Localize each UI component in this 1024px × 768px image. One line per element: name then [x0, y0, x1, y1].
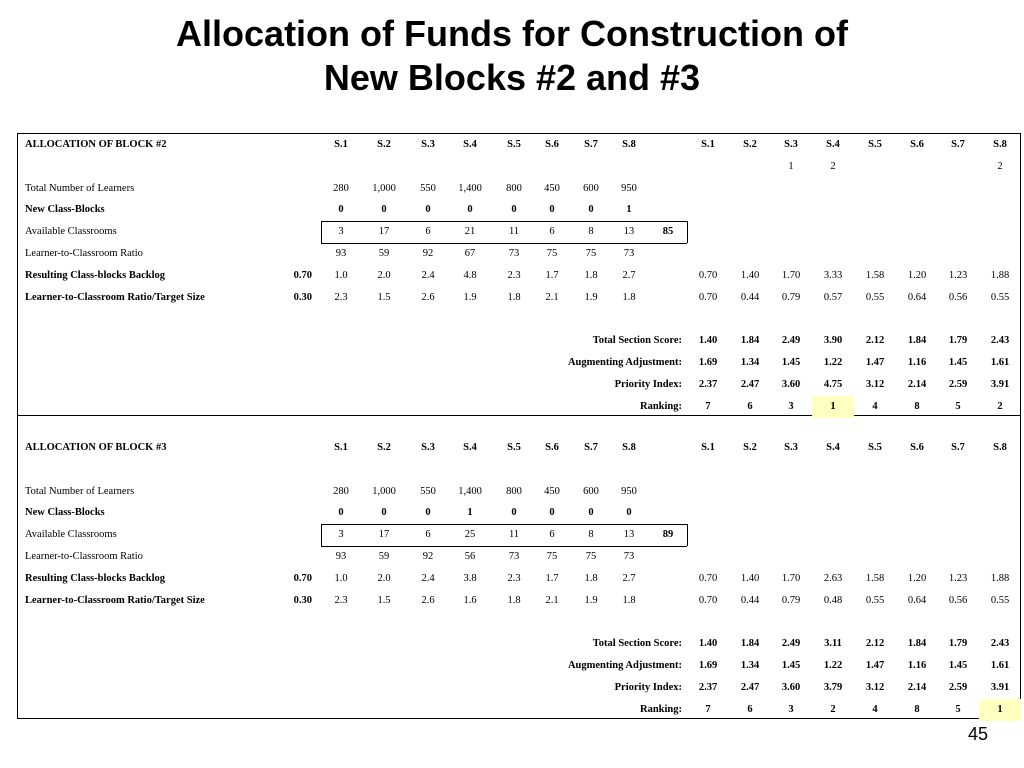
left-value-block-3: 0 — [338, 507, 344, 518]
right-value-block-3: 0.48 — [823, 595, 843, 606]
score-value-block-3: 1.40 — [698, 638, 718, 649]
right-value-block-3: 1.88 — [990, 573, 1010, 584]
left-value-block-2: 0 — [425, 204, 431, 215]
score-value-block-2: 1.84 — [907, 335, 927, 346]
left-value-block-3: 550 — [420, 486, 436, 497]
right-value-block-2: 0.70 — [698, 292, 718, 303]
score-value-block-2: 2.43 — [990, 335, 1010, 346]
left-value-block-3: 8 — [588, 529, 594, 540]
score-value-block-2: 1 — [830, 401, 836, 412]
right-subheader-block-2: 2 — [830, 161, 836, 172]
score-value-block-3: 2.47 — [740, 682, 760, 693]
score-value-block-2: 2.49 — [781, 335, 801, 346]
left-value-block-2: 600 — [583, 183, 599, 194]
score-label-block-2: Total Section Score: — [592, 335, 682, 346]
right-value-block-2: 1.70 — [781, 270, 801, 281]
score-value-block-3: 4 — [872, 704, 878, 715]
score-value-block-3: 3 — [788, 704, 794, 715]
row-label-block-3: Learner-to-Classroom Ratio — [25, 551, 143, 562]
classroom-box-right-block-3 — [687, 524, 688, 546]
left-value-block-3: 1,400 — [458, 486, 482, 497]
right-value-block-3: 1.40 — [740, 573, 760, 584]
left-value-block-2: 67 — [464, 248, 476, 259]
left-value-block-3: 25 — [464, 529, 476, 540]
score-value-block-2: 1.47 — [865, 357, 885, 368]
left-value-block-2: 950 — [621, 183, 637, 194]
left-value-block-2: 1.9 — [584, 292, 598, 303]
left-header-block-2: S.1 — [334, 139, 348, 150]
page-title — [0, 12, 1024, 100]
right-value-block-3: 1.70 — [781, 573, 801, 584]
left-value-block-2: 6 — [425, 226, 431, 237]
right-header-block-3: S.5 — [868, 442, 882, 453]
right-value-block-2: 0.64 — [907, 292, 927, 303]
left-value-block-3: 2.6 — [421, 595, 435, 606]
left-value-block-2: 2.6 — [421, 292, 435, 303]
left-value-block-2: 59 — [378, 248, 390, 259]
right-value-block-2: 0.56 — [948, 292, 968, 303]
left-value-block-3: 2.1 — [545, 595, 559, 606]
score-label-block-2: Augmenting Adjustment: — [567, 357, 682, 368]
left-value-block-2: 1.8 — [507, 292, 521, 303]
right-value-block-3: 0.55 — [865, 595, 885, 606]
left-value-block-3: 2.4 — [421, 573, 435, 584]
right-value-block-3: 0.56 — [948, 595, 968, 606]
left-header-block-2: S.6 — [545, 139, 559, 150]
left-value-block-2: 1 — [626, 204, 632, 215]
left-value-block-3: 73 — [508, 551, 520, 562]
left-header-block-2: S.5 — [507, 139, 521, 150]
left-header-block-2: S.7 — [584, 139, 598, 150]
left-value-block-2: 2.1 — [545, 292, 559, 303]
right-value-block-3: 1.23 — [948, 573, 968, 584]
score-value-block-3: 1.84 — [740, 638, 760, 649]
classroom-box-left-block-2 — [321, 221, 322, 243]
score-value-block-2: 1.45 — [781, 357, 801, 368]
score-value-block-2: 4.75 — [823, 379, 843, 390]
classroom-total-block-3: 89 — [662, 529, 674, 540]
left-value-block-3: 0 — [381, 507, 387, 518]
left-value-block-3: 75 — [546, 551, 558, 562]
left-header-block-3: S.5 — [507, 442, 521, 453]
score-label-block-3: Ranking: — [639, 704, 682, 715]
score-value-block-3: 2.37 — [698, 682, 718, 693]
left-value-block-2: 75 — [546, 248, 558, 259]
right-value-block-2: 1.88 — [990, 270, 1010, 281]
left-value-block-3: 3.8 — [463, 573, 477, 584]
left-value-block-3: 0 — [588, 507, 594, 518]
row-label-block-3: Resulting Class-blocks Backlog — [25, 573, 166, 584]
left-value-block-3: 950 — [621, 486, 637, 497]
score-value-block-3: 6 — [747, 704, 753, 715]
left-value-block-2: 1.7 — [545, 270, 559, 281]
right-value-block-2: 0.55 — [990, 292, 1010, 303]
score-value-block-2: 3 — [788, 401, 794, 412]
score-label-block-3: Total Section Score: — [592, 638, 682, 649]
left-value-block-3: 1.5 — [377, 595, 391, 606]
score-value-block-3: 1.22 — [823, 660, 843, 671]
right-value-block-2: 1.40 — [740, 270, 760, 281]
left-header-block-2: S.8 — [622, 139, 636, 150]
left-value-block-3: 2.3 — [507, 573, 521, 584]
row-weight-block-3: 0.30 — [293, 595, 312, 606]
left-value-block-2: 550 — [420, 183, 436, 194]
score-value-block-2: 1.40 — [698, 335, 718, 346]
left-header-block-2: S.2 — [377, 139, 391, 150]
score-value-block-3: 1.69 — [698, 660, 718, 671]
score-value-block-2: 1.61 — [990, 357, 1010, 368]
score-value-block-2: 1.84 — [740, 335, 760, 346]
row-label-block-2: Available Classrooms — [25, 226, 117, 237]
classroom-box-right-block-2 — [687, 221, 688, 243]
left-value-block-2: 3 — [338, 226, 344, 237]
right-value-block-2: 1.20 — [907, 270, 927, 281]
row-label-block-3: Total Number of Learners — [25, 486, 135, 497]
score-label-block-2: Ranking: — [639, 401, 682, 412]
score-value-block-3: 1.47 — [865, 660, 885, 671]
left-value-block-2: 1,400 — [458, 183, 482, 194]
left-value-block-2: 2.4 — [421, 270, 435, 281]
score-value-block-3: 1.34 — [740, 660, 760, 671]
right-header-block-2: S.8 — [993, 139, 1007, 150]
left-value-block-3: 0 — [511, 507, 517, 518]
left-value-block-3: 2.7 — [622, 573, 636, 584]
left-value-block-2: 2.0 — [377, 270, 391, 281]
left-value-block-2: 280 — [333, 183, 349, 194]
left-header-block-3: S.8 — [622, 442, 636, 453]
left-value-block-3: 56 — [464, 551, 476, 562]
left-value-block-2: 1.8 — [622, 292, 636, 303]
left-value-block-3: 1,000 — [372, 486, 396, 497]
page-number: 45 — [967, 724, 988, 744]
score-value-block-2: 2 — [997, 401, 1003, 412]
left-value-block-2: 800 — [506, 183, 522, 194]
score-value-block-3: 3.12 — [865, 682, 885, 693]
section-heading-block-2: ALLOCATION OF BLOCK #2 — [25, 139, 167, 150]
right-header-block-3: S.4 — [826, 442, 840, 453]
left-value-block-2: 2.3 — [334, 292, 348, 303]
score-label-block-2: Priority Index: — [614, 379, 682, 390]
left-header-block-2: S.4 — [463, 139, 477, 150]
left-value-block-2: 17 — [378, 226, 390, 237]
row-label-block-2: New Class-Blocks — [25, 204, 105, 215]
right-header-block-3: S.6 — [910, 442, 924, 453]
left-value-block-2: 21 — [464, 226, 476, 237]
left-value-block-3: 0 — [425, 507, 431, 518]
row-label-block-3: Available Classrooms — [25, 529, 117, 540]
left-value-block-2: 73 — [623, 248, 635, 259]
left-header-block-3: S.2 — [377, 442, 391, 453]
left-value-block-3: 1.6 — [463, 595, 477, 606]
score-value-block-2: 1.69 — [698, 357, 718, 368]
right-header-block-2: S.5 — [868, 139, 882, 150]
score-value-block-2: 2.12 — [865, 335, 885, 346]
right-header-block-3: S.3 — [784, 442, 798, 453]
left-value-block-2: 6 — [549, 226, 555, 237]
left-value-block-3: 1.7 — [545, 573, 559, 584]
right-value-block-3: 1.20 — [907, 573, 927, 584]
left-value-block-2: 0 — [549, 204, 555, 215]
score-value-block-2: 2.47 — [740, 379, 760, 390]
score-value-block-3: 2.14 — [907, 682, 927, 693]
score-value-block-2: 5 — [955, 401, 961, 412]
section-heading-block-3: ALLOCATION OF BLOCK #3 — [25, 442, 167, 453]
left-value-block-3: 1.9 — [584, 595, 598, 606]
score-label-block-3: Priority Index: — [614, 682, 682, 693]
left-value-block-3: 800 — [506, 486, 522, 497]
left-value-block-3: 75 — [585, 551, 597, 562]
classroom-box-bottom-block-3 — [321, 546, 687, 547]
left-header-block-3: S.4 — [463, 442, 477, 453]
score-value-block-3: 1.16 — [907, 660, 927, 671]
left-value-block-2: 4.8 — [463, 270, 477, 281]
right-header-block-3: S.8 — [993, 442, 1007, 453]
left-value-block-2: 0 — [381, 204, 387, 215]
score-value-block-2: 8 — [914, 401, 920, 412]
right-header-block-3: S.1 — [701, 442, 715, 453]
left-value-block-3: 73 — [623, 551, 635, 562]
row-label-block-2: Total Number of Learners — [25, 183, 135, 194]
score-value-block-3: 7 — [705, 704, 711, 715]
right-value-block-3: 0.79 — [781, 595, 801, 606]
left-value-block-2: 8 — [588, 226, 594, 237]
row-label-block-3: New Class-Blocks — [25, 507, 105, 518]
left-value-block-2: 2.7 — [622, 270, 636, 281]
classroom-total-block-2: 85 — [662, 226, 674, 237]
left-value-block-3: 1.8 — [622, 595, 636, 606]
right-header-block-2: S.3 — [784, 139, 798, 150]
left-value-block-3: 13 — [623, 529, 635, 540]
left-value-block-2: 1.0 — [334, 270, 348, 281]
row-weight-block-3: 0.70 — [293, 573, 312, 584]
score-value-block-3: 1.84 — [907, 638, 927, 649]
left-value-block-3: 1.0 — [334, 573, 348, 584]
left-value-block-3: 59 — [378, 551, 390, 562]
left-header-block-3: S.1 — [334, 442, 348, 453]
score-label-block-3: Augmenting Adjustment: — [567, 660, 682, 671]
left-value-block-3: 17 — [378, 529, 390, 540]
row-label-block-2: Learner-to-Classroom Ratio — [25, 248, 143, 259]
score-value-block-2: 4 — [872, 401, 878, 412]
left-value-block-3: 0 — [549, 507, 555, 518]
score-value-block-3: 2.43 — [990, 638, 1010, 649]
score-value-block-2: 3.12 — [865, 379, 885, 390]
right-value-block-2: 0.57 — [823, 292, 843, 303]
left-value-block-2: 13 — [623, 226, 635, 237]
score-value-block-3: 1 — [997, 704, 1003, 715]
left-value-block-3: 450 — [544, 486, 560, 497]
left-value-block-3: 92 — [422, 551, 434, 562]
left-value-block-3: 0 — [626, 507, 632, 518]
left-value-block-3: 93 — [335, 551, 347, 562]
right-value-block-3: 2.63 — [823, 573, 843, 584]
left-value-block-2: 92 — [422, 248, 434, 259]
left-value-block-3: 1 — [467, 507, 473, 518]
right-value-block-2: 3.33 — [823, 270, 843, 281]
score-value-block-2: 1.34 — [740, 357, 760, 368]
left-value-block-2: 75 — [585, 248, 597, 259]
right-header-block-2: S.2 — [743, 139, 757, 150]
right-value-block-3: 1.58 — [865, 573, 885, 584]
right-value-block-2: 0.44 — [740, 292, 760, 303]
left-header-block-3: S.3 — [421, 442, 435, 453]
score-value-block-3: 2 — [830, 704, 836, 715]
right-value-block-2: 0.79 — [781, 292, 801, 303]
right-header-block-3: S.7 — [951, 442, 965, 453]
right-value-block-3: 0.70 — [698, 595, 718, 606]
left-value-block-3: 2.0 — [377, 573, 391, 584]
left-value-block-3: 3 — [338, 529, 344, 540]
right-value-block-3: 0.55 — [990, 595, 1010, 606]
score-value-block-2: 1.22 — [823, 357, 843, 368]
left-value-block-2: 0 — [511, 204, 517, 215]
row-weight-block-2: 0.70 — [293, 270, 312, 281]
left-value-block-2: 1.5 — [377, 292, 391, 303]
score-value-block-3: 3.79 — [823, 682, 843, 693]
left-value-block-2: 73 — [508, 248, 520, 259]
left-value-block-2: 0 — [338, 204, 344, 215]
score-value-block-3: 2.12 — [865, 638, 885, 649]
left-value-block-2: 2.3 — [507, 270, 521, 281]
right-header-block-2: S.4 — [826, 139, 840, 150]
score-value-block-3: 2.59 — [948, 682, 968, 693]
right-value-block-3: 0.44 — [740, 595, 760, 606]
left-value-block-3: 6 — [425, 529, 431, 540]
score-value-block-3: 2.49 — [781, 638, 801, 649]
left-value-block-2: 93 — [335, 248, 347, 259]
score-value-block-2: 2.59 — [948, 379, 968, 390]
left-value-block-3: 1.8 — [584, 573, 598, 584]
score-value-block-3: 3.11 — [824, 638, 842, 649]
score-value-block-2: 2.37 — [698, 379, 718, 390]
row-label-block-3: Learner-to-Classroom Ratio/Target Size — [25, 595, 205, 606]
left-value-block-3: 1.8 — [507, 595, 521, 606]
left-value-block-3: 600 — [583, 486, 599, 497]
left-value-block-3: 6 — [549, 529, 555, 540]
score-value-block-3: 1.45 — [781, 660, 801, 671]
right-value-block-2: 0.55 — [865, 292, 885, 303]
right-subheader-block-2: 1 — [788, 161, 794, 172]
row-label-block-2: Learner-to-Classroom Ratio/Target Size — [25, 292, 205, 303]
left-value-block-2: 1.9 — [463, 292, 477, 303]
right-subheader-block-2: 2 — [997, 161, 1003, 172]
left-header-block-3: S.6 — [545, 442, 559, 453]
left-value-block-3: 280 — [333, 486, 349, 497]
row-weight-block-2: 0.30 — [293, 292, 312, 303]
left-value-block-2: 1,000 — [372, 183, 396, 194]
right-header-block-3: S.2 — [743, 442, 757, 453]
score-value-block-2: 3.60 — [781, 379, 801, 390]
right-header-block-2: S.1 — [701, 139, 715, 150]
left-value-block-2: 0 — [467, 204, 473, 215]
left-header-block-3: S.7 — [584, 442, 598, 453]
classroom-box-bottom-block-2 — [321, 243, 687, 244]
right-value-block-2: 0.70 — [698, 270, 718, 281]
left-value-block-2: 11 — [508, 226, 520, 237]
score-value-block-3: 1.45 — [948, 660, 968, 671]
row-label-block-2: Resulting Class-blocks Backlog — [25, 270, 166, 281]
right-value-block-3: 0.64 — [907, 595, 927, 606]
left-value-block-3: 11 — [508, 529, 520, 540]
right-value-block-3: 0.70 — [698, 573, 718, 584]
left-header-block-2: S.3 — [421, 139, 435, 150]
score-value-block-2: 1.16 — [907, 357, 927, 368]
left-value-block-2: 1.8 — [584, 270, 598, 281]
left-value-block-3: 2.3 — [334, 595, 348, 606]
score-value-block-2: 1.45 — [948, 357, 968, 368]
left-value-block-2: 450 — [544, 183, 560, 194]
title-line-2: New Blocks #2 and #3 — [323, 57, 701, 98]
score-value-block-2: 3.91 — [990, 379, 1010, 390]
score-value-block-2: 3.90 — [823, 335, 843, 346]
score-value-block-3: 1.61 — [990, 660, 1010, 671]
right-header-block-2: S.7 — [951, 139, 965, 150]
score-value-block-2: 7 — [705, 401, 711, 412]
score-value-block-2: 6 — [747, 401, 753, 412]
right-header-block-2: S.6 — [910, 139, 924, 150]
score-value-block-2: 1.79 — [948, 335, 968, 346]
classroom-box-top-block-2 — [321, 221, 687, 222]
title-line-1: Allocation of Funds for Construction of — [176, 13, 848, 54]
right-value-block-2: 1.58 — [865, 270, 885, 281]
classroom-box-left-block-3 — [321, 524, 322, 546]
right-value-block-2: 1.23 — [948, 270, 968, 281]
classroom-box-top-block-3 — [321, 524, 687, 525]
score-value-block-3: 1.79 — [948, 638, 968, 649]
score-value-block-3: 8 — [914, 704, 920, 715]
score-value-block-2: 2.14 — [907, 379, 927, 390]
score-value-block-3: 3.60 — [781, 682, 801, 693]
score-value-block-3: 5 — [955, 704, 961, 715]
score-value-block-3: 3.91 — [990, 682, 1010, 693]
left-value-block-2: 0 — [588, 204, 594, 215]
